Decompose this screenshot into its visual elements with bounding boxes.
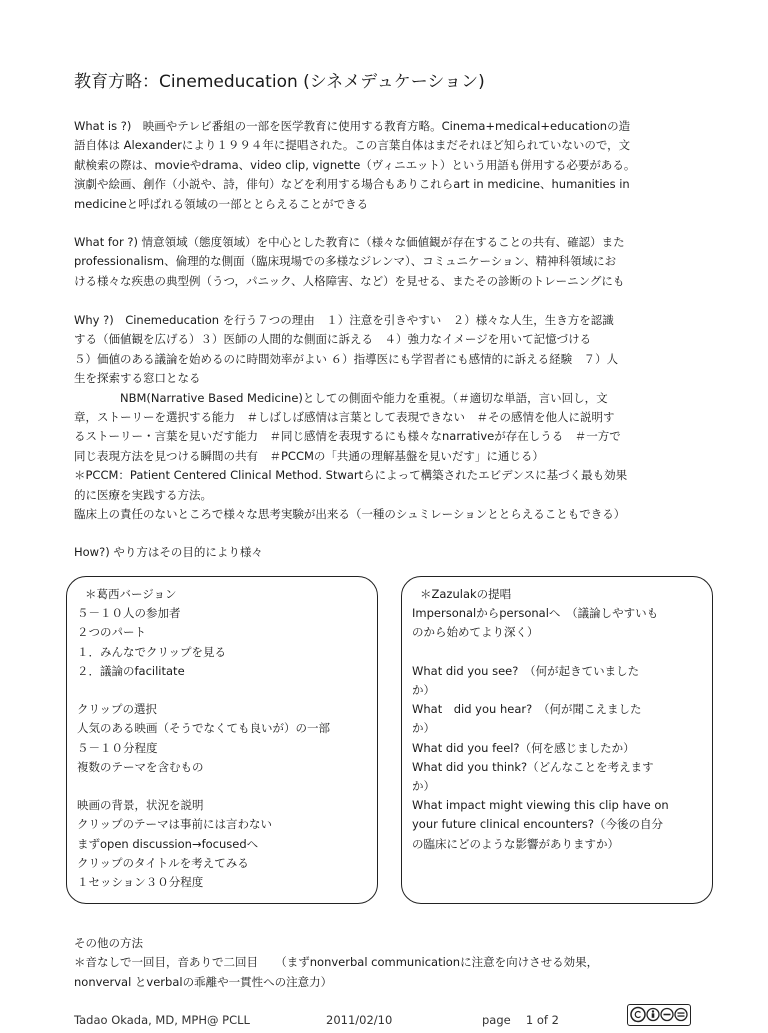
box-heading: ＊Zazulakの提唱 <box>420 587 512 601</box>
box-line: のから始めてより深く） <box>412 625 539 640</box>
box-line: の臨床にどのような影響がありますか） <box>412 836 619 851</box>
text-line: medicineと呼ばれる領域の一部ととらえることができる <box>74 196 369 211</box>
box-line: What did you feel?（何を感じましたか） <box>412 740 635 755</box>
box-line: ５－１０人の参加者 <box>77 606 181 621</box>
what-is-paragraph <box>74 117 698 214</box>
text-line: 同じ表現方法を見つける瞬間の共有 ＃PCCMの「共通の理解基盤を見いだす」に通じる） <box>74 448 544 463</box>
text-line: する（価値観を広げる）３）医師の人間的な側面に訴える ４）強力なイメージを用いて記憶づける <box>74 332 592 347</box>
box-line: か） <box>412 779 435 794</box>
text-line: ける様々な疾患の典型例（うつ，パニック、人格障害、など）を見せる、またその診断のトレーニングにも <box>74 273 625 288</box>
text-line: How?) やり方はその目的により様々 <box>74 545 263 559</box>
text-line: 語自体は Alexanderにより１９９４年に提唱された。この言葉自体はまだそれほど知られていないので，文 <box>74 138 631 153</box>
kasai-version-box <box>66 576 378 904</box>
box-line: か） <box>412 721 435 736</box>
box-line: What did you hear? （何が聞こえました <box>412 702 642 717</box>
page-title: 教育方略：Cinemeducation (シネメデュケーション) <box>74 72 485 92</box>
text-line: 章，ストーリーを選択する能力 ＃しばしば感情は言葉として表現できない ＃その感情を他人に説明す <box>74 410 615 425</box>
box-line <box>77 681 377 700</box>
text-line: ＊PCCM：Patient Centered Clinical Method. Stwartらによって構築されたエビデンスに基づく最も効果 <box>74 468 628 483</box>
box-line: 映画の背景，状況を説明 <box>77 798 204 813</box>
footer-page: page 1 of 2 <box>482 1013 559 1027</box>
text-line: 献検索の際は、movieやdrama、video clip, vignette（ヴィニエット）という用語も併用する必要がある。 <box>74 157 636 172</box>
why-paragraph <box>74 311 698 524</box>
box-line: ５－１０分程度 <box>77 740 158 755</box>
what-for-paragraph <box>74 233 698 291</box>
box-line: 複数のテーマを含むもの <box>77 759 204 774</box>
text-line: professionalism、倫理的な側面（臨床現場での多様なジレンマ）、コミュニケーション、精神科領域にお <box>74 254 617 269</box>
text-line: ＊音なしで一回目，音ありで二回目 （まずnonverbal communicationに注意を向けさせる効果， <box>74 955 599 970</box>
box-line: １．みんなでクリップを見る <box>77 644 227 659</box>
box-line: What impact might viewing this clip have on <box>412 798 669 813</box>
box-line: まずopen discussion→focusedへ <box>77 836 259 851</box>
footer-author: Tadao Okada, MD, MPH@ PCLL <box>74 1013 250 1027</box>
box-line: ２つのパート <box>77 625 146 640</box>
creative-commons-badge <box>627 1004 691 1026</box>
text-line: その他の方法 <box>74 936 143 950</box>
box-line: クリップの選択 <box>77 702 158 717</box>
text-line: What for ?) 情意領域（態度領域）を中心とした教育に（様々な価値観が存在することの共有、確認）また <box>74 235 625 249</box>
box-line: クリップのテーマは事前には言わない <box>77 817 273 832</box>
box-heading: ＊葛西バージョン <box>85 587 177 601</box>
footer-date: 2011/02/10 <box>326 1013 393 1027</box>
box-line: 人気のある映画（そうでなくても良いが）の一部 <box>77 721 330 736</box>
box-line: What did you see? （何が起きていました <box>412 663 640 678</box>
box-line: Impersonalからpersonalへ （議論しやすいも <box>412 606 659 621</box>
text-line: ５）価値のある議論を始めるのに時間効率がよい ６）指導医にも学習者にも感情的に訴える経験 ７）人 <box>74 351 619 366</box>
box-line: your future clinical encounters?（今後の自分 <box>412 817 663 832</box>
text-line: What is ?) 映画やテレビ番組の一部を医学教育に使用する教育方略。Cinema+medical+educationの造 <box>74 119 631 133</box>
text-line: 的に医療を実践する方法。 <box>74 487 212 502</box>
text-line: るストーリー・言葉を見いだす能力 ＃同じ感情を表現するにも様々なnarrativeが存在しうる ＃一方で <box>74 429 621 444</box>
box-line: ２．議論のfacilitate <box>77 663 185 678</box>
zazulak-box <box>401 576 713 904</box>
box-line: クリップのタイトルを考えてみる <box>77 855 249 870</box>
text-line: 臨床上の責任のないところで様々な思考実験が出来る（一種のシュミレーションととらえることもできる） <box>74 507 626 522</box>
box-line: １セッション３０分程度 <box>77 875 204 890</box>
text-line: 生を探索する窓口となる <box>74 371 201 386</box>
box-line: か） <box>412 683 435 697</box>
text-line: nonverval とverbalの乖離や一貫性への注意力） <box>74 974 333 989</box>
box-line <box>412 643 712 662</box>
creative-commons-icon <box>628 1005 689 1024</box>
text-line: 演劇や絵画、創作（小説や、詩，俳句）などを利用する場合もありこれらart in medicine、humanities in <box>74 177 630 192</box>
text-line: Why ?) Cinemeducation を行う７つの理由 １）注意を引きやすい ２）様々な人生，生き方を認識 <box>74 313 614 327</box>
other-methods <box>74 934 714 992</box>
text-line: NBM(Narrative Based Medicine)としての側面や能力を重視。（＃適切な単語，言い回し，文 <box>120 390 608 405</box>
box-line: What did you think?（どんなことを考えます <box>412 759 654 774</box>
box-line <box>77 777 377 796</box>
how-heading <box>74 543 698 562</box>
